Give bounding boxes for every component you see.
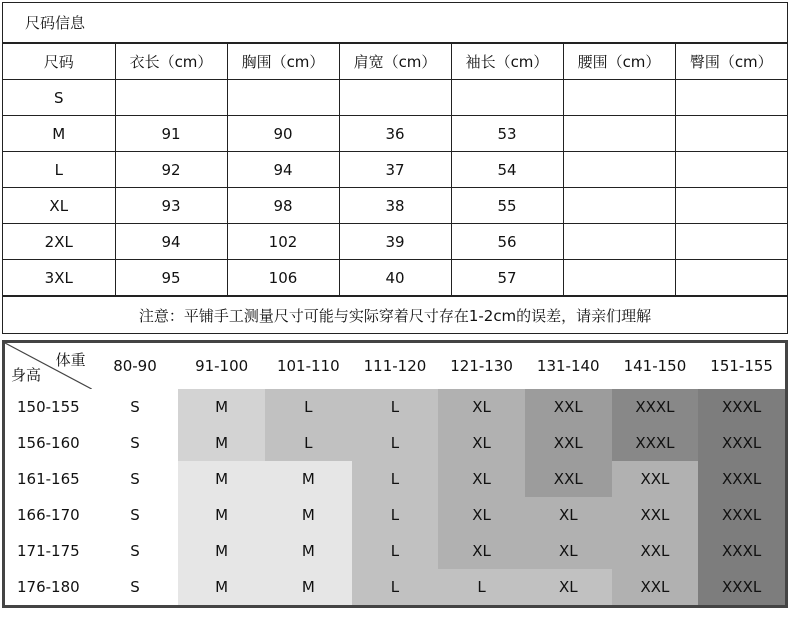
- recommended-size-cell: XXL: [612, 461, 699, 497]
- recommended-size-cell: M: [178, 425, 265, 461]
- measurement-cell: 91: [115, 116, 227, 152]
- measurement-cell: [563, 260, 675, 296]
- recommended-size-cell: L: [265, 425, 352, 461]
- recommended-size-cell: XXL: [612, 533, 699, 569]
- size-table-header-cell: 肩宽（cm）: [339, 44, 451, 80]
- size-label-cell: L: [3, 152, 115, 188]
- size-label-cell: M: [3, 116, 115, 152]
- height-row: [5, 533, 785, 569]
- measurement-cell: 40: [339, 260, 451, 296]
- measurement-cell: 94: [115, 224, 227, 260]
- weight-range-header: 80-90: [92, 343, 179, 389]
- height-range-cell: 161-165: [5, 461, 92, 497]
- recommended-size-cell: L: [352, 389, 439, 425]
- recommended-size-cell: XXXL: [612, 389, 699, 425]
- recommended-size-cell: XL: [525, 569, 612, 605]
- recommended-size-cell: XL: [438, 389, 525, 425]
- recommended-size-cell: XXXL: [698, 569, 785, 605]
- recommended-size-cell: XL: [438, 497, 525, 533]
- height-row: [5, 497, 785, 533]
- recommended-size-cell: L: [352, 569, 439, 605]
- weight-range-header: 131-140: [525, 343, 612, 389]
- recommended-size-cell: L: [265, 389, 352, 425]
- recommended-size-cell: M: [265, 497, 352, 533]
- recommended-size-cell: XXXL: [698, 461, 785, 497]
- height-row: [5, 461, 785, 497]
- weight-range-header: 151-155: [698, 343, 785, 389]
- measurement-cell: [675, 80, 787, 116]
- weight-range-header: 101-110: [265, 343, 352, 389]
- measurement-cell: 37: [339, 152, 451, 188]
- height-row: [5, 425, 785, 461]
- measurement-cell: 53: [451, 116, 563, 152]
- measurement-cell: 94: [227, 152, 339, 188]
- corner-height-label: 身高: [11, 366, 42, 384]
- weight-range-header: 141-150: [612, 343, 699, 389]
- size-label-cell: 3XL: [3, 260, 115, 296]
- recommended-size-cell: M: [178, 569, 265, 605]
- weight-range-header: 121-130: [438, 343, 525, 389]
- height-row: [5, 389, 785, 425]
- measurement-cell: [227, 80, 339, 116]
- measurement-cell: [563, 152, 675, 188]
- measurement-cell: 55: [451, 188, 563, 224]
- recommended-size-cell: S: [92, 569, 179, 605]
- recommended-size-cell: XL: [438, 425, 525, 461]
- recommended-size-cell: XXXL: [698, 497, 785, 533]
- size-info-title: 尺码信息: [3, 3, 787, 43]
- measurement-cell: 93: [115, 188, 227, 224]
- measurement-cell: 98: [227, 188, 339, 224]
- recommended-size-cell: M: [178, 461, 265, 497]
- size-table-header-cell: 腰围（cm）: [563, 44, 675, 80]
- recommended-size-cell: L: [352, 533, 439, 569]
- recommended-size-cell: S: [92, 389, 179, 425]
- measurement-cell: 102: [227, 224, 339, 260]
- measurement-cell: [115, 80, 227, 116]
- size-table-header-cell: 袖长（cm）: [451, 44, 563, 80]
- recommended-size-cell: XXXL: [698, 533, 785, 569]
- size-label-cell: 2XL: [3, 224, 115, 260]
- height-range-cell: 166-170: [5, 497, 92, 533]
- size-table-row: [3, 116, 787, 152]
- recommended-size-cell: XXL: [525, 425, 612, 461]
- measurement-cell: 92: [115, 152, 227, 188]
- measurement-cell: [451, 80, 563, 116]
- measurement-cell: [675, 260, 787, 296]
- measurement-cell: [675, 224, 787, 260]
- size-table-header-cell: 臀围（cm）: [675, 44, 787, 80]
- measurement-cell: 95: [115, 260, 227, 296]
- weight-range-header: 111-120: [352, 343, 439, 389]
- measurement-cell: [563, 188, 675, 224]
- recommended-size-cell: S: [92, 425, 179, 461]
- size-label-cell: XL: [3, 188, 115, 224]
- measurement-cell: 56: [451, 224, 563, 260]
- recommended-size-cell: S: [92, 461, 179, 497]
- height-range-cell: 171-175: [5, 533, 92, 569]
- recommended-size-cell: M: [265, 533, 352, 569]
- measurement-cell: [563, 224, 675, 260]
- measurement-cell: 36: [339, 116, 451, 152]
- height-range-cell: 156-160: [5, 425, 92, 461]
- measurement-cell: [339, 80, 451, 116]
- corner-header-cell: [5, 343, 92, 389]
- recommended-size-cell: L: [438, 569, 525, 605]
- recommended-size-cell: XXXL: [698, 425, 785, 461]
- weight-header-row: [5, 343, 785, 389]
- height-range-cell: 150-155: [5, 389, 92, 425]
- recommended-size-cell: XL: [438, 461, 525, 497]
- recommended-size-cell: M: [265, 569, 352, 605]
- recommended-size-cell: S: [92, 533, 179, 569]
- corner-weight-label: 体重: [55, 351, 86, 369]
- measurement-cell: [675, 152, 787, 188]
- size-measure-table: [3, 43, 787, 296]
- size-table-row: [3, 188, 787, 224]
- size-info-table: [2, 2, 788, 334]
- size-table-header-row: [3, 44, 787, 80]
- size-table-header-cell: 胸围（cm）: [227, 44, 339, 80]
- measurement-cell: 38: [339, 188, 451, 224]
- recommended-size-cell: L: [352, 461, 439, 497]
- measurement-cell: [675, 116, 787, 152]
- recommended-size-cell: XXL: [525, 461, 612, 497]
- size-table-row: [3, 80, 787, 116]
- recommended-size-cell: XXXL: [698, 389, 785, 425]
- size-table-row: [3, 260, 787, 296]
- height-row: [5, 569, 785, 605]
- recommended-size-cell: XXXL: [612, 425, 699, 461]
- recommended-size-cell: XL: [438, 533, 525, 569]
- measurement-cell: [563, 116, 675, 152]
- measurement-note: 注意：平铺手工测量尺寸可能与实际穿着尺寸存在1-2cm的误差，请亲们理解: [3, 296, 787, 334]
- recommended-size-cell: L: [352, 425, 439, 461]
- recommended-size-cell: M: [178, 533, 265, 569]
- recommended-size-cell: XXL: [612, 569, 699, 605]
- recommended-size-cell: M: [178, 389, 265, 425]
- measurement-cell: 106: [227, 260, 339, 296]
- measurement-cell: [563, 80, 675, 116]
- measurement-cell: 90: [227, 116, 339, 152]
- recommended-size-cell: XXL: [612, 497, 699, 533]
- height-range-cell: 176-180: [5, 569, 92, 605]
- recommended-size-cell: M: [178, 497, 265, 533]
- weight-range-header: 91-100: [178, 343, 265, 389]
- measurement-cell: 54: [451, 152, 563, 188]
- size-table-row: [3, 224, 787, 260]
- size-table-header-cell: 衣长（cm）: [115, 44, 227, 80]
- size-recommendation-grid: [2, 340, 788, 608]
- recommended-size-cell: XL: [525, 497, 612, 533]
- measurement-cell: 39: [339, 224, 451, 260]
- size-table-header-cell: 尺码: [3, 44, 115, 80]
- recommended-size-cell: XL: [525, 533, 612, 569]
- size-table-row: [3, 152, 787, 188]
- recommended-size-cell: L: [352, 497, 439, 533]
- measurement-cell: [675, 188, 787, 224]
- recommended-size-cell: M: [265, 461, 352, 497]
- recommended-size-cell: XXL: [525, 389, 612, 425]
- recommended-size-cell: S: [92, 497, 179, 533]
- size-label-cell: S: [3, 80, 115, 116]
- measurement-cell: 57: [451, 260, 563, 296]
